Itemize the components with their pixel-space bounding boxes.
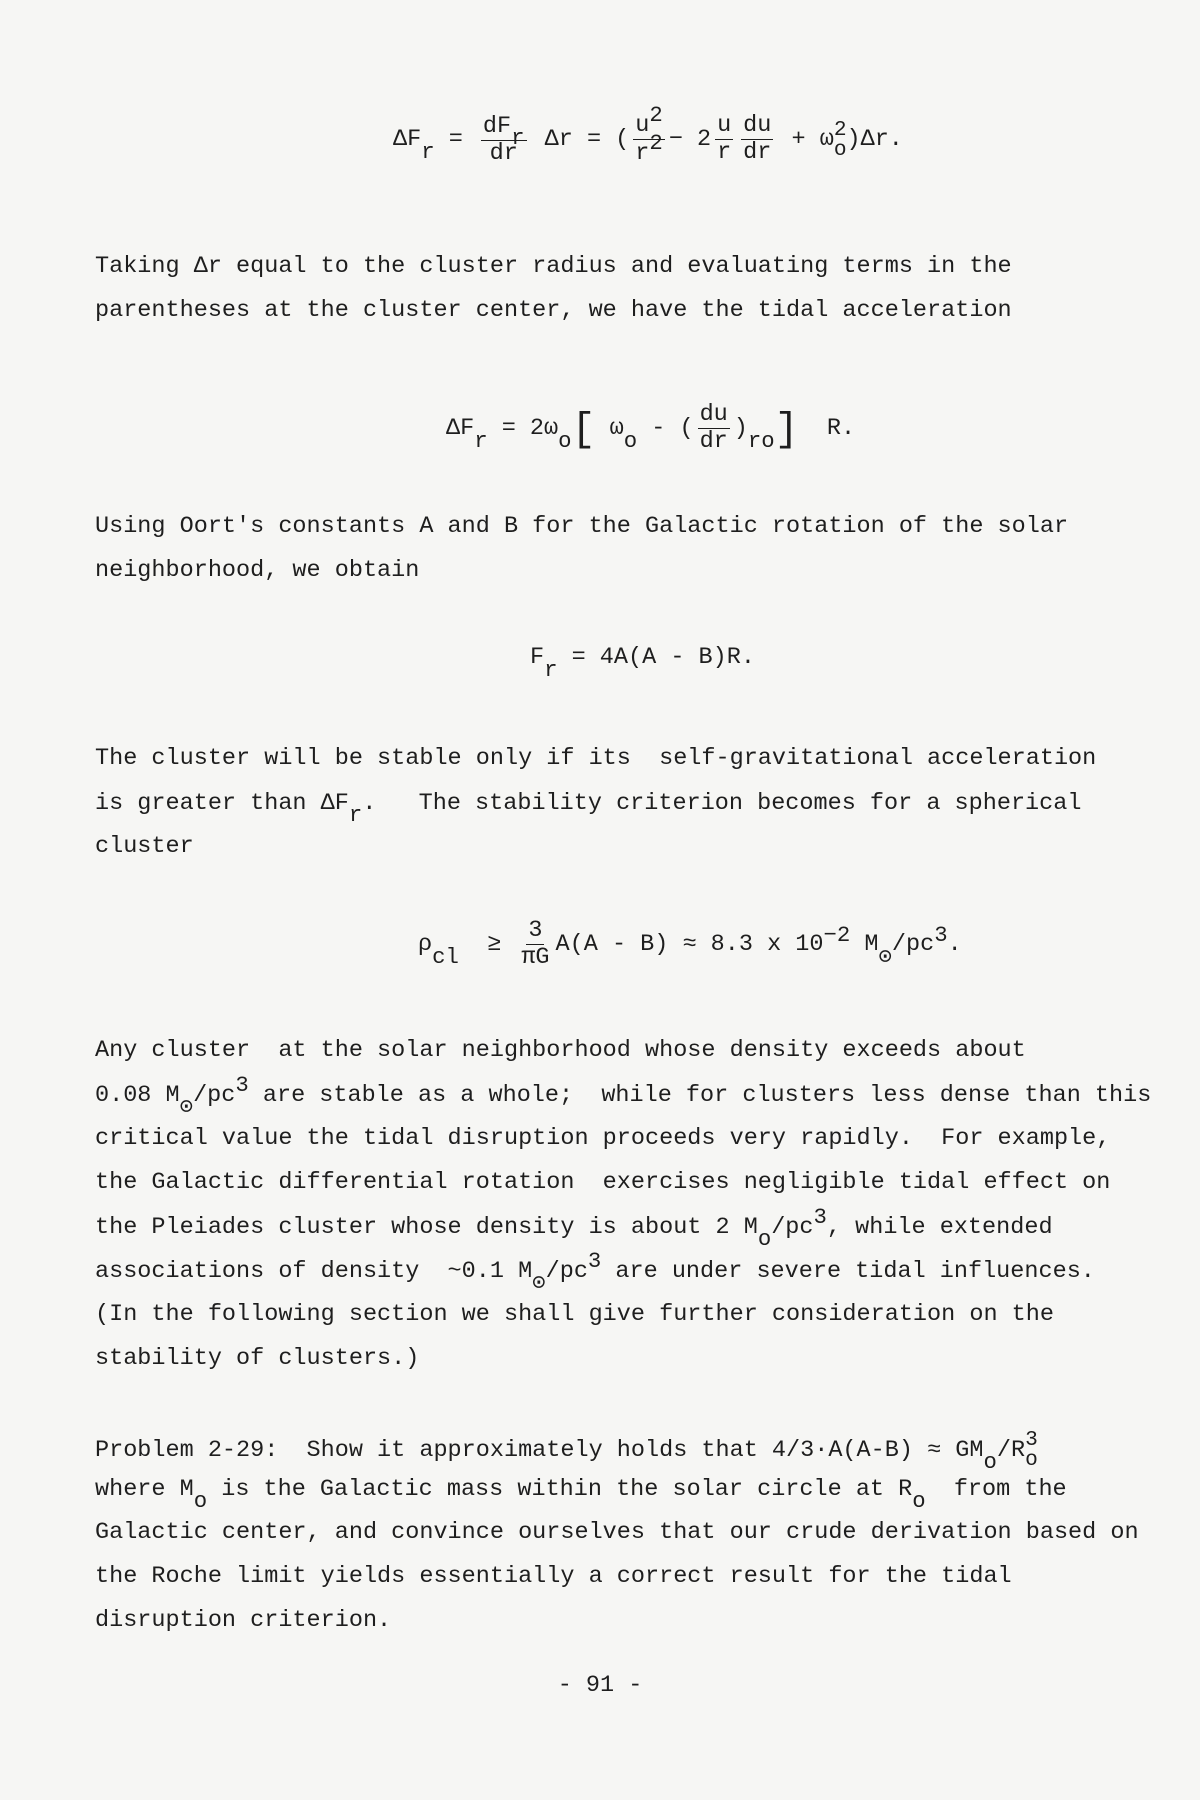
superscript: 2 bbox=[649, 102, 663, 128]
subscript: r bbox=[511, 124, 525, 151]
denominator bbox=[633, 130, 665, 167]
text-run: stability of clusters.) bbox=[95, 1345, 420, 1372]
text-run: are under severe tidal influences. bbox=[601, 1258, 1095, 1285]
text-line bbox=[95, 744, 1096, 774]
subscript: o bbox=[833, 137, 847, 162]
subscript: ⊙ bbox=[878, 944, 892, 970]
subscript: o bbox=[623, 427, 638, 454]
text-run: = 2ω bbox=[487, 415, 559, 442]
text-run: M bbox=[850, 931, 879, 958]
text-line bbox=[95, 556, 419, 586]
text-run: ΔF bbox=[393, 126, 422, 153]
subscript: r bbox=[348, 802, 363, 828]
text-run: dF bbox=[482, 112, 512, 140]
text-run: R. bbox=[798, 415, 856, 442]
subscript: r bbox=[544, 656, 558, 683]
fraction bbox=[741, 113, 773, 166]
denominator bbox=[741, 140, 773, 166]
text-run: ΔF bbox=[446, 415, 475, 442]
numerator bbox=[481, 112, 527, 151]
denominator bbox=[519, 945, 551, 971]
fraction bbox=[698, 402, 730, 455]
denominator bbox=[698, 429, 730, 455]
text-run: ρ bbox=[418, 931, 433, 958]
text-line bbox=[95, 1204, 1053, 1252]
text-run: r bbox=[635, 140, 650, 167]
text-line bbox=[95, 1124, 1110, 1154]
text-run: dr bbox=[699, 428, 728, 455]
subscript: r bbox=[474, 427, 488, 454]
text-run: A(A - B) ≈ 8.3 x 10 bbox=[555, 931, 824, 958]
subscript: o bbox=[1025, 1448, 1038, 1472]
denominator bbox=[715, 140, 733, 166]
text-run: Problem 2-29: Show it approximately holds that 4/3·A(A-B) ≈ GM bbox=[95, 1437, 984, 1465]
text-run: /pc bbox=[771, 1214, 814, 1241]
text-run: Δr = ( bbox=[530, 126, 630, 153]
text-run: ) bbox=[733, 415, 748, 442]
text-run: parentheses at the cluster center, we have the tidal acceleration bbox=[95, 297, 1012, 324]
text-run: − 2 bbox=[668, 126, 712, 153]
text-line bbox=[95, 1300, 1054, 1330]
superscript: 2 bbox=[649, 130, 663, 156]
text-line bbox=[95, 832, 194, 862]
text-run: is greater than ΔF bbox=[95, 790, 349, 817]
text-run: is the Galactic mass within the solar circle at R bbox=[207, 1476, 913, 1503]
text-run: /pc bbox=[193, 1082, 236, 1109]
subscript: o bbox=[912, 1488, 926, 1514]
text-line bbox=[95, 1036, 1026, 1066]
text-run: u bbox=[635, 112, 650, 139]
text-run: = 4A(A - B)R. bbox=[557, 644, 755, 671]
text-run: dr bbox=[743, 139, 772, 166]
text-line bbox=[95, 1168, 1110, 1198]
text-line bbox=[95, 512, 1068, 542]
text-line bbox=[95, 788, 1082, 828]
text-run: the Galactic differential rotation exercises negligible tidal effect on bbox=[95, 1169, 1111, 1196]
text-run: neighborhood, we obtain bbox=[95, 557, 420, 584]
subscript: r bbox=[421, 138, 435, 165]
text-run: are stable as a whole; while for clusters less dense than this bbox=[248, 1082, 1152, 1109]
text-run: F bbox=[530, 644, 545, 671]
text-run: disruption criterion. bbox=[95, 1607, 392, 1634]
text-run: - ( bbox=[637, 415, 694, 442]
text-run: /R bbox=[996, 1437, 1026, 1465]
text-run: Using Oort's constants A and B for the Galactic rotation of the solar bbox=[95, 513, 1069, 540]
text-run: . The stability criterion becomes for a spherical bbox=[362, 790, 1082, 817]
subscript: ⊙ bbox=[179, 1094, 194, 1120]
superscript: −2 bbox=[823, 921, 851, 948]
text-line bbox=[95, 1344, 419, 1374]
text-line bbox=[95, 1428, 1038, 1476]
subscript: o bbox=[757, 1226, 772, 1252]
equation-tidal-force-derivative bbox=[393, 102, 903, 167]
subscript: o bbox=[761, 427, 775, 454]
text-run: dr bbox=[489, 139, 518, 167]
text-run: 3 bbox=[528, 917, 543, 944]
bracket: [ bbox=[571, 407, 596, 453]
subscript: ⊙ bbox=[532, 1270, 546, 1296]
text-run: from the bbox=[925, 1476, 1067, 1503]
superscript: 3 bbox=[587, 1248, 602, 1274]
sup-sub bbox=[833, 117, 847, 162]
text-run: the Pleiades cluster whose density is about 2 M bbox=[95, 1214, 758, 1241]
fraction bbox=[519, 918, 551, 971]
text-line bbox=[95, 1562, 1012, 1592]
text-line bbox=[95, 252, 1012, 282]
superscript: 3 bbox=[813, 1204, 827, 1230]
text-line bbox=[95, 296, 1012, 326]
subscript: o bbox=[558, 427, 572, 454]
numerator bbox=[715, 113, 733, 140]
bracket: ] bbox=[774, 407, 799, 453]
text-run: associations of density ~0.1 M bbox=[95, 1258, 533, 1285]
text-run: cluster bbox=[95, 833, 194, 860]
text-line bbox=[95, 1248, 1095, 1296]
text-run: )Δr. bbox=[846, 126, 903, 153]
superscript: 2 bbox=[833, 117, 847, 142]
subscript: o bbox=[983, 1449, 997, 1476]
numerator bbox=[741, 113, 773, 140]
numerator bbox=[526, 918, 544, 945]
text-run: critical value the tidal disruption proceeds very rapidly. For example, bbox=[95, 1125, 1111, 1152]
text-run: u bbox=[717, 112, 732, 139]
text-run: ≥ bbox=[458, 931, 516, 958]
text-line bbox=[95, 1606, 391, 1636]
superscript: 3 bbox=[934, 921, 948, 948]
numerator bbox=[698, 402, 730, 429]
text-run: (In the following section we shall give further consideration on the bbox=[95, 1301, 1054, 1328]
text-run: The cluster will be stable only if its self-gravitational acceleration bbox=[95, 745, 1097, 772]
text-line bbox=[95, 1072, 1152, 1120]
equation-density-criterion bbox=[418, 918, 962, 971]
text-run: . bbox=[947, 931, 962, 958]
equation-oort-force bbox=[530, 644, 755, 683]
text-run: 0.08 M bbox=[95, 1082, 180, 1109]
fraction bbox=[633, 102, 665, 167]
text-run: the Roche limit yields essentially a correct result for the tidal bbox=[95, 1563, 1012, 1590]
text-run: + ω bbox=[777, 126, 834, 153]
text-run: where M bbox=[95, 1476, 194, 1503]
subscript: o bbox=[193, 1488, 208, 1514]
text-run: Any cluster at the solar neighborhood whose density exceeds about bbox=[95, 1037, 1026, 1064]
superscript: 3 bbox=[235, 1072, 249, 1098]
text-run: , while extended bbox=[826, 1214, 1053, 1241]
fraction bbox=[481, 113, 527, 167]
text-run: ω bbox=[595, 415, 624, 442]
text-run: /pc bbox=[891, 931, 935, 958]
equation-tidal-acceleration bbox=[446, 402, 855, 455]
sup-sub bbox=[1025, 1430, 1038, 1470]
text-run: = bbox=[434, 126, 477, 153]
text-run: Taking Δr equal to the cluster radius and evaluating terms in the bbox=[95, 253, 1012, 280]
text-run: Galactic center, and convince ourselves that our crude derivation based on bbox=[95, 1519, 1139, 1546]
superscript: 3 bbox=[1025, 1428, 1038, 1452]
fraction bbox=[715, 113, 733, 166]
text-run: πG bbox=[521, 944, 550, 971]
text-line bbox=[95, 1518, 1139, 1548]
subscript: cl bbox=[432, 943, 459, 970]
text-run: du bbox=[699, 401, 728, 428]
text-run: /pc bbox=[545, 1258, 588, 1285]
text-run: du bbox=[743, 112, 772, 139]
subscript: r bbox=[747, 427, 762, 454]
text-run: r bbox=[717, 139, 732, 166]
text-line bbox=[95, 1474, 1067, 1514]
page-number: - 91 - bbox=[557, 1672, 643, 1699]
